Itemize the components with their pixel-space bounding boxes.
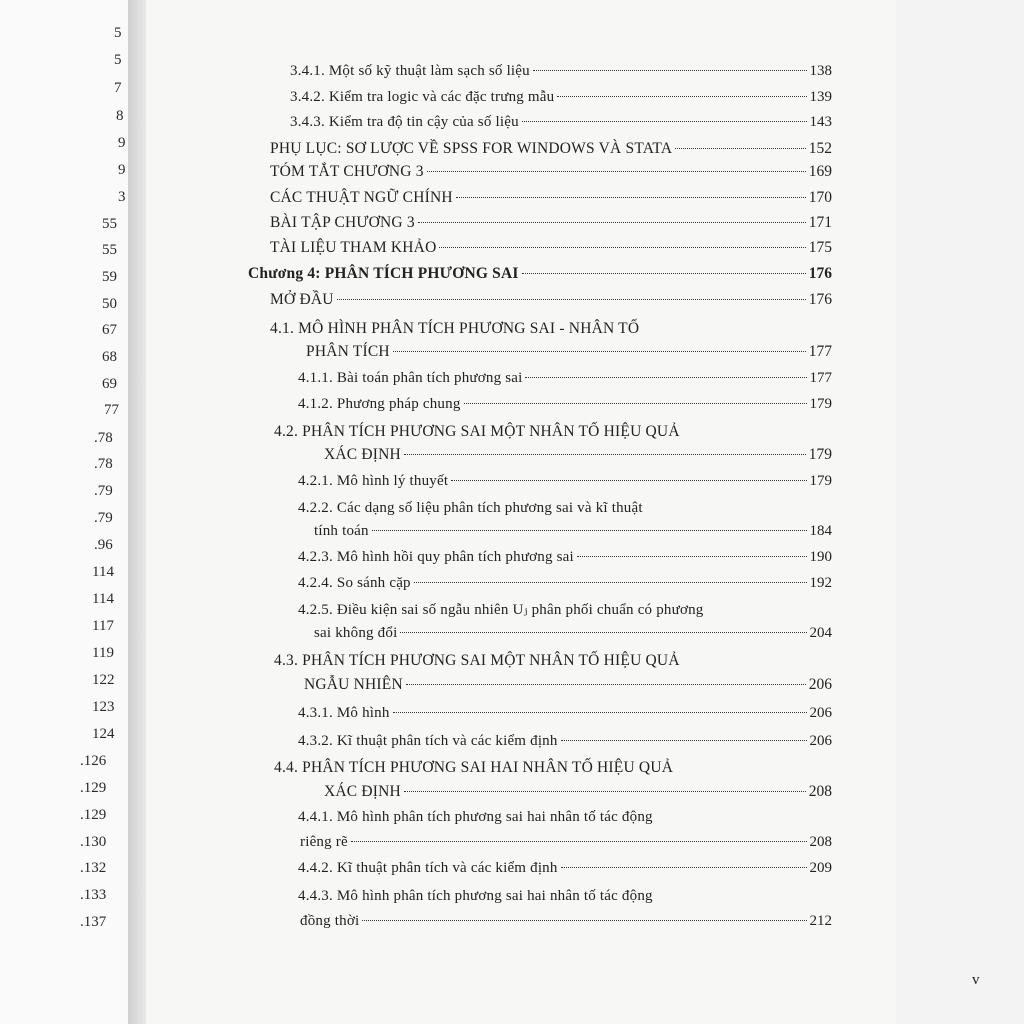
toc-entry[interactable] [274,757,673,779]
toc-page [146,0,980,1024]
toc-entry-title: 4.2.4. So sánh cặp [298,575,411,591]
dot-leader [439,247,805,248]
toc-entry-title: 4.4.3. Mô hình phân tích phương sai hai nhân tố tác động [298,888,653,904]
dot-leader [406,684,806,685]
dot-leader [533,70,807,71]
toc-entry-title: 4.3.2. Kĩ thuật phân tích và các kiểm định [298,733,558,749]
adjacent-page-number: 114 [92,564,114,580]
toc-page-number: 143 [809,114,832,130]
toc-entry-continuation[interactable] [300,910,832,932]
toc-entry-title-cont: XÁC ĐỊNH [324,446,401,463]
toc-entry-title: 4.3. PHÂN TÍCH PHƯƠNG SAI MỘT NHÂN TỐ HIỆU QUẢ [274,652,680,669]
toc-entry[interactable] [270,138,832,160]
toc-page-number: 177 [808,343,832,360]
toc-entry[interactable] [298,470,832,492]
toc-page-number: 138 [809,63,832,79]
dot-leader [418,222,806,223]
toc-page-number: 206 [809,733,832,749]
dot-leader [393,351,806,352]
adjacent-page-number: .130 [80,834,107,850]
adjacent-page-number: 117 [92,618,114,634]
toc-page-number: 209 [809,860,832,876]
adjacent-page-number: .126 [80,753,107,769]
toc-page-number: 179 [809,396,832,412]
toc-entry-title: TÓM TẮT CHƯƠNG 3 [270,163,424,180]
adjacent-page-number: 114 [92,591,114,607]
toc-entry-title: PHỤ LỤC: SƠ LƯỢC VỀ SPSS FOR WINDOWS VÀ STATA [270,140,673,157]
toc-page-number: 171 [808,214,832,231]
toc-entry-title: 3.4.2. Kiểm tra logic và các đặc trưng mẫu [290,89,555,105]
adjacent-page-number: 122 [92,672,115,688]
toc-entry[interactable] [270,187,832,209]
toc-entry-title: 4.1.1. Bài toán phân tích phương sai [298,370,523,386]
dot-leader [337,299,806,300]
toc-entry[interactable] [274,650,680,672]
toc-entry[interactable] [298,367,832,389]
toc-page-number: 176 [808,265,832,282]
dot-leader [561,867,807,868]
toc-entry[interactable] [270,289,832,311]
dot-leader [577,556,807,557]
dot-leader [351,841,807,842]
toc-entry-continuation[interactable] [324,444,832,466]
toc-entry[interactable] [298,857,832,879]
toc-page-number: 208 [808,783,832,800]
adjacent-page-number: .129 [80,780,107,796]
toc-page-number: 139 [809,89,832,105]
adjacent-page-number: 8 [116,108,124,124]
toc-entry[interactable] [270,161,832,183]
toc-entry-title-cont: sai không đổi [314,625,398,641]
dot-leader [362,920,806,921]
toc-entry[interactable] [298,393,832,415]
toc-entry[interactable] [298,599,703,621]
dot-leader [404,791,806,792]
toc-page-number: 179 [809,473,832,489]
toc-entry[interactable] [298,702,832,724]
adjacent-page-number: .78 [94,430,113,446]
toc-entry[interactable] [270,237,832,259]
toc-entry[interactable] [290,86,832,108]
dot-leader [456,197,806,198]
toc-entry[interactable] [298,572,832,594]
toc-entry[interactable] [298,730,832,752]
toc-entry-title: 4.3.1. Mô hình [298,705,390,721]
toc-page-number: 208 [809,834,832,850]
toc-page-number: 206 [808,676,832,693]
adjacent-page-number: 55 [102,242,117,258]
book-gutter [128,0,146,1024]
toc-page-number: 192 [809,575,832,591]
toc-entry-title: BÀI TẬP CHƯƠNG 3 [270,214,415,231]
toc-entry-title-cont: NGẪU NHIÊN [304,676,403,693]
toc-entry-title: 4.4.2. Kĩ thuật phân tích và các kiểm định [298,860,558,876]
dot-leader [404,454,806,455]
dot-leader [427,171,806,172]
toc-page-number: 176 [808,291,832,308]
adjacent-page-number: 55 [102,216,117,232]
toc-page-number: 169 [808,163,832,180]
toc-page-number: 179 [808,446,832,463]
adjacent-page-number: 67 [102,322,117,338]
toc-entry-continuation[interactable] [306,341,832,363]
toc-entry-title: MỞ ĐẦU [270,291,334,308]
toc-entry-title: 4.1. MÔ HÌNH PHÂN TÍCH PHƯƠNG SAI - NHÂN TỐ [270,320,640,337]
toc-entry-title: 4.2.5. Điều kiện sai số ngẫu nhiên Uⱼ phân phối chuẩn có phương [298,602,704,618]
dot-leader [393,712,807,713]
toc-entry[interactable] [248,263,832,285]
adjacent-page-number: .79 [94,483,113,499]
toc-page-number: 175 [808,239,832,256]
toc-entry[interactable] [298,546,832,568]
toc-entry[interactable] [270,318,639,340]
toc-page-number: 212 [809,913,832,929]
dot-leader [561,740,807,741]
dot-leader [675,148,806,149]
adjacent-page-number: 5 [114,52,122,68]
adjacent-page-number: 124 [92,726,115,742]
adjacent-page-number: 5 [114,25,122,41]
toc-entry-title-cont: đồng thời [300,913,360,929]
toc-entry[interactable] [270,212,832,234]
adjacent-page-number: .79 [94,510,113,526]
toc-entry[interactable] [290,60,832,82]
adjacent-page-number: 77 [104,402,119,418]
adjacent-page-number: 50 [102,296,117,312]
adjacent-page-number: .137 [80,914,107,930]
adjacent-page-number: 123 [92,699,115,715]
dot-leader [522,121,807,122]
toc-page-number: 152 [808,140,832,157]
adjacent-page-number: .132 [80,860,107,876]
toc-entry-continuation[interactable] [314,622,832,644]
page-number: v [972,972,980,988]
toc-entry-title-cont: PHÂN TÍCH [306,343,390,360]
toc-entry-title: 4.2. PHÂN TÍCH PHƯƠNG SAI MỘT NHÂN TỐ HIỆU QUẢ [274,423,680,440]
dot-leader [414,582,807,583]
dot-leader [522,273,806,274]
toc-entry[interactable] [298,806,653,828]
toc-page-number: 170 [808,189,832,206]
toc-entry-title: 3.4.1. Một số kỹ thuật làm sạch số liệu [290,63,530,79]
adjacent-page-number: .96 [94,537,113,553]
toc-entry-title: 3.4.3. Kiểm tra độ tin cậy của số liệu [290,114,519,130]
adjacent-page-number: 69 [102,376,117,392]
toc-page-number: 206 [809,705,832,721]
toc-entry-title: 4.1.2. Phương pháp chung [298,396,461,412]
toc-page-number: 204 [809,625,832,641]
adjacent-page-number: 3 [118,189,126,205]
toc-entry-continuation[interactable] [314,520,832,542]
toc-entry-title-cont: XÁC ĐỊNH [324,783,401,800]
toc-page-number: 177 [809,370,832,386]
toc-entry-title: 4.2.1. Mô hình lý thuyết [298,473,449,489]
adjacent-page-number: 9 [118,162,126,178]
dot-leader [372,530,807,531]
dot-leader [400,632,806,633]
adjacent-page-number: .78 [94,456,113,472]
toc-entry-title: TÀI LIỆU THAM KHẢO [270,239,437,256]
toc-entry-continuation[interactable] [300,831,832,853]
adjacent-page-number: .133 [80,887,107,903]
adjacent-page-number: .129 [80,807,107,823]
dot-leader [557,96,806,97]
toc-entry[interactable] [298,885,653,907]
toc-entry-continuation[interactable] [324,781,832,803]
dot-leader [451,480,806,481]
toc-entry-title: Chương 4: PHÂN TÍCH PHƯƠNG SAI [248,265,519,282]
background-right [896,0,1024,1024]
toc-entry-title-cont: tính toán [314,523,369,539]
toc-entry-title: 4.4. PHÂN TÍCH PHƯƠNG SAI HAI NHÂN TỐ HIỆU QUẢ [274,759,674,776]
toc-entry-continuation[interactable] [304,674,832,696]
dot-leader [464,403,807,404]
adjacent-page-number: 119 [92,645,114,661]
toc-page-number: 190 [809,549,832,565]
adjacent-page-number: 7 [114,80,122,96]
toc-entry-title: 4.2.2. Các dạng số liệu phân tích phương sai và kĩ thuật [298,500,643,516]
toc-entry[interactable] [298,497,643,519]
toc-page-number: 184 [809,523,832,539]
toc-entry[interactable] [290,111,832,133]
toc-entry-title: CÁC THUẬT NGỮ CHÍNH [270,189,453,206]
adjacent-page-number: 68 [102,349,117,365]
dot-leader [525,377,806,378]
toc-entry-title: 4.4.1. Mô hình phân tích phương sai hai nhân tố tác động [298,809,653,825]
toc-entry[interactable] [274,421,680,443]
adjacent-page-number: 9 [118,135,126,151]
toc-entry-title: 4.2.3. Mô hình hồi quy phân tích phương sai [298,549,574,565]
adjacent-page-number: 59 [102,269,117,285]
toc-entry-title-cont: riêng rẽ [300,834,348,850]
